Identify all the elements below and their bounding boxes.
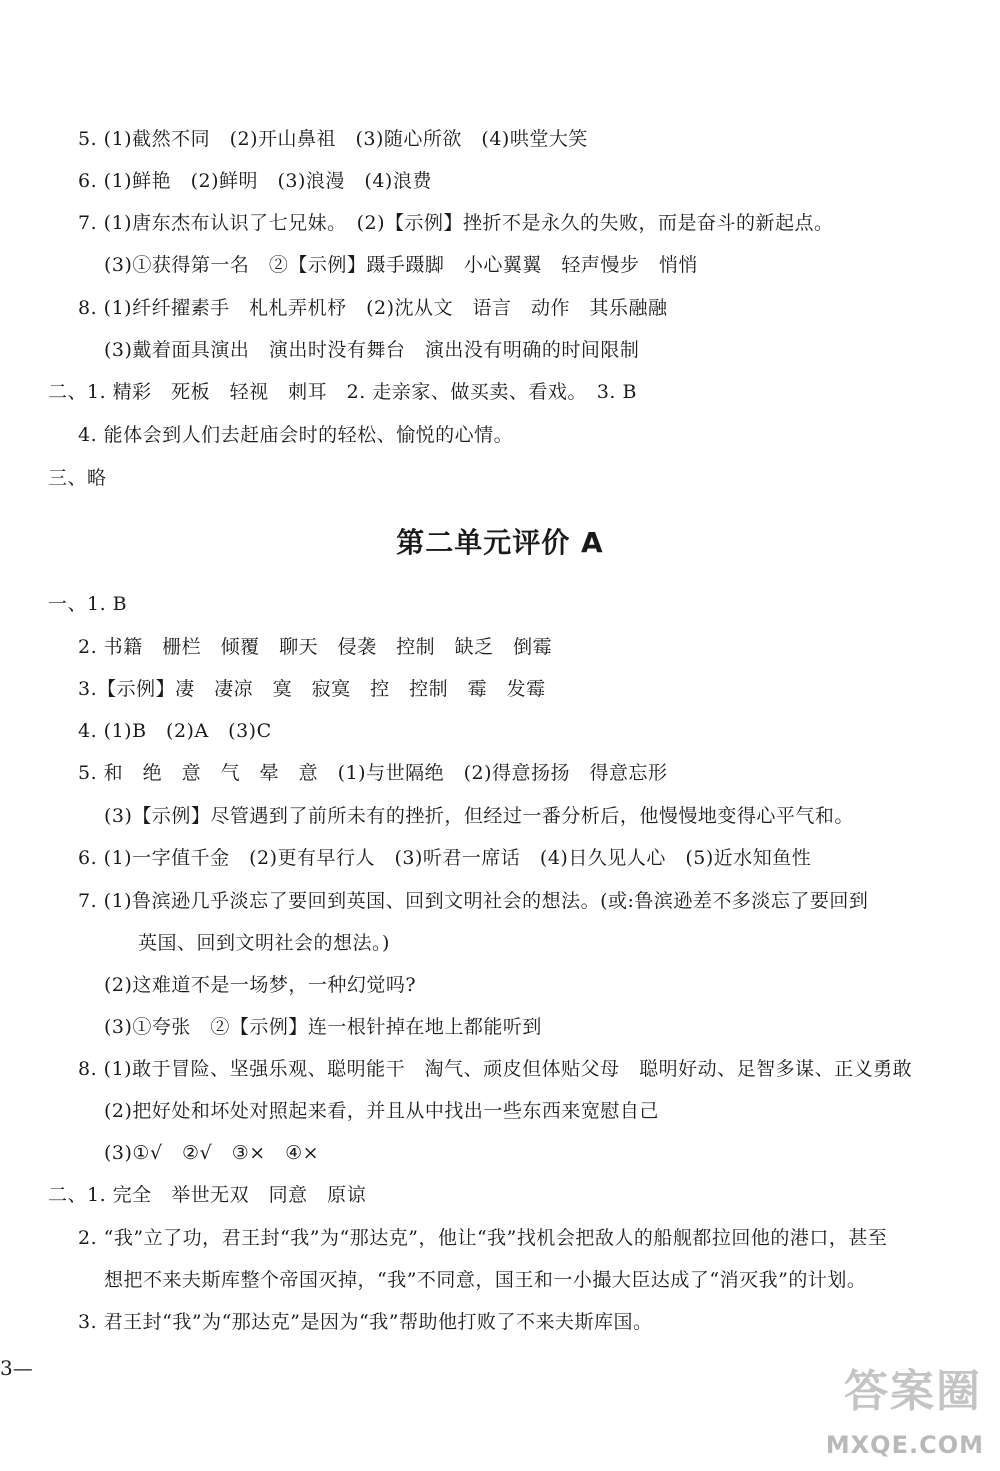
answer-line: 英国、回到文明社会的想法。) (138, 932, 390, 954)
answer-line: 7. (1)唐东杰布认识了七兄妹。 (2)【示例】挫折不是永久的失败，而是奋斗的新起点。 (78, 212, 834, 234)
watermark-url: MXQE.COM (825, 1431, 984, 1459)
answer-line: (2)这难道不是一场梦，一种幻觉吗? (104, 974, 417, 996)
answer-line: 8. (1)敢于冒险、坚强乐观、聪明能干 淘气、顽皮但体贴父母 聪明好动、足智多谋、正义勇敢 (78, 1058, 913, 1080)
answer-line: 5. 和 绝 意 气 晕 意 (1)与世隔绝 (2)得意扬扬 得意忘形 (78, 762, 668, 784)
answer-line: (3)①夸张 ②【示例】连一根针掉在地上都能听到 (104, 1016, 542, 1038)
watermark-text: 答案圈 (844, 1366, 982, 1417)
answer-line: 6. (1)鲜艳 (2)鲜明 (3)浪漫 (4)浪费 (78, 170, 432, 192)
answer-line: 二、1. 精彩 死板 轻视 刺耳 2. 走亲家、做买卖、看戏。 3. B (48, 381, 637, 403)
page-number: 3— (0, 1356, 33, 1380)
answer-line: (3)【示例】尽管遇到了前所未有的挫折，但经过一番分析后，他慢慢地变得心平气和。 (104, 805, 854, 827)
answer-line: 一、1. B (48, 593, 128, 615)
answer-line: 想把不来夫斯库整个帝国灭掉，“我”不同意，国王和一小撮大臣达成了“消灭我”的计划。 (104, 1269, 867, 1291)
answer-line: 8. (1)纤纤擢素手 札札弄机杼 (2)沈从文 语言 动作 其乐融融 (78, 297, 668, 319)
answer-line: 7. (1)鲁滨逊几乎淡忘了要回到英国、回到文明社会的想法。(或:鲁滨逊差不多淡忘了要回到 (78, 890, 869, 912)
unit-title: 第二单元评价 A (396, 526, 604, 559)
answer-line: (3)戴着面具演出 演出时没有舞台 演出没有明确的时间限制 (104, 339, 640, 361)
answer-line: 二、1. 完全 举世无双 同意 原谅 (48, 1184, 367, 1206)
answer-line: 4. 能体会到人们去赶庙会时的轻松、愉悦的心情。 (78, 424, 514, 446)
answer-line: 5. (1)截然不同 (2)开山鼻祖 (3)随心所欲 (4)哄堂大笑 (78, 128, 588, 150)
answer-line: (3)①√ ②√ ③× ④× (104, 1142, 320, 1164)
answer-line: 6. (1)一字值千金 (2)更有早行人 (3)听君一席话 (4)日久见人心 (5)近水知鱼性 (78, 847, 812, 869)
answer-line: 4. (1)B (2)A (3)C (78, 720, 272, 742)
answer-line: 2. “我”立了功，君王封“我”为“那达克”，他让“我”找机会把敌人的船舰都拉回他的港口，甚至 (78, 1227, 888, 1249)
answer-line: (2)把好处和坏处对照起来看，并且从中找出一些东西来宽慰自己 (104, 1100, 659, 1122)
answer-line: 三、略 (48, 467, 107, 489)
watermark (794, 1347, 994, 1467)
answer-line: 2. 书籍 栅栏 倾覆 聊天 侵袭 控制 缺乏 倒霉 (78, 636, 553, 658)
answer-line: 3.【示例】凄 凄凉 寞 寂寞 控 控制 霉 发霉 (78, 678, 546, 700)
answer-line: (3)①获得第一名 ②【示例】蹑手蹑脚 小心翼翼 轻声慢步 悄悄 (104, 254, 698, 276)
answer-line: 3. 君王封“我”为“那达克”是因为“我”帮助他打败了不来夫斯库国。 (78, 1311, 653, 1333)
